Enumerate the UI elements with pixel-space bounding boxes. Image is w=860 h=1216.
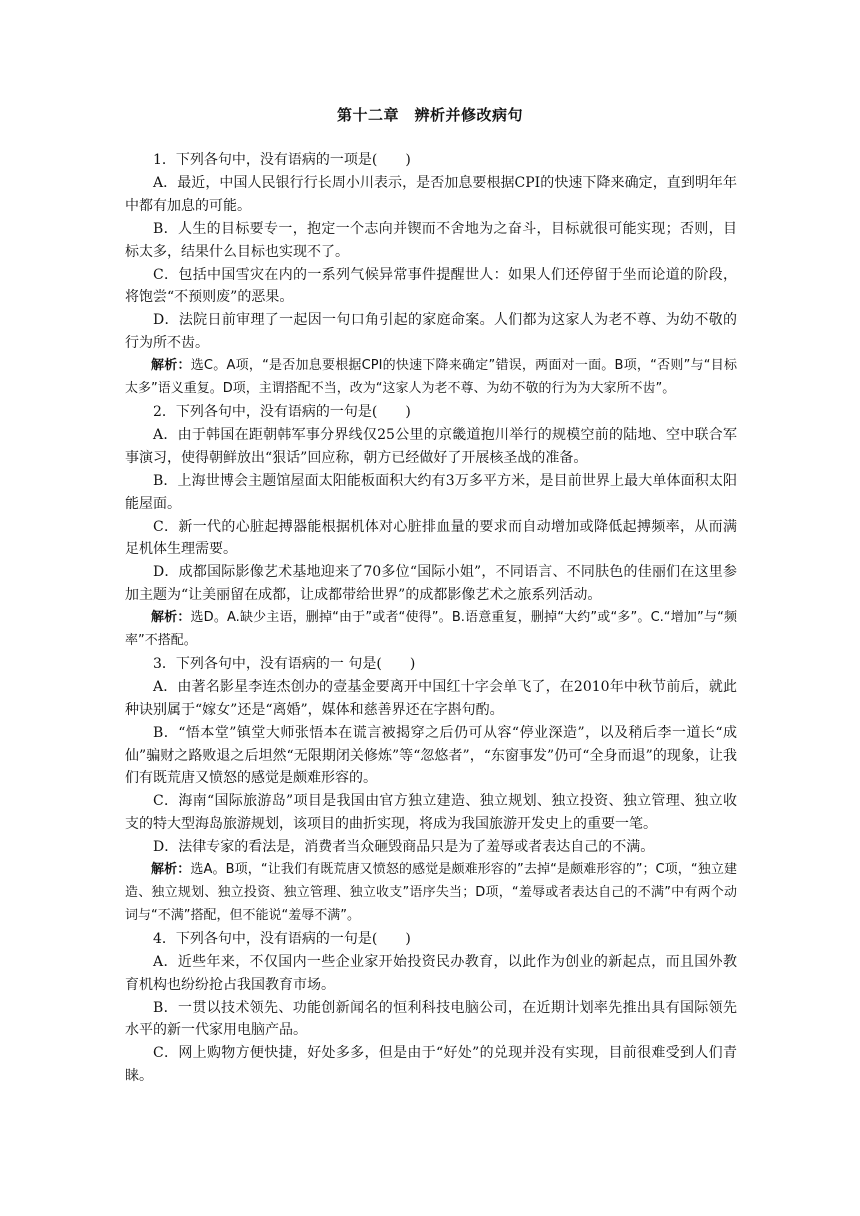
analysis-paragraph <box>125 355 737 401</box>
answer-option: A．近些年来，不仅国内一些企业家开始投资民办教育，以此作为创业的新起点，而且国外教育机构也纷纷抢占我国教育市场。 <box>125 953 737 993</box>
question-stem: 2．下列各句中，没有语病的一句是( ) <box>153 403 411 420</box>
answer-option: D．法院日前审理了一起因一句口角引起的家庭命案。人们都为这家人为老不尊、为幼不敬的行为所不齿。 <box>125 312 737 352</box>
analysis-paragraph <box>125 859 737 928</box>
question-stem: 4．下列各句中，没有语病的一句是( ) <box>153 930 411 947</box>
answer-option: B．上海世博会主题馆屋面太阳能板面积大约有3万多平方米，是目前世界上最大单体面积太阳能屋面。 <box>125 472 737 512</box>
analysis-text: 选D。A.缺少主语，删掉“由于”或者“使得”。B.语意重复，删掉“大约”或“多”。C.“增加”与“频率”不搭配。 <box>125 610 737 649</box>
answer-option: A．最近，中国人民银行行长周小川表示，是否加息要根据CPI的快速下降来确定，直到明年年中都有加息的可能。 <box>125 174 737 214</box>
analysis-label: 解析： <box>151 610 191 626</box>
answer-option: A．由于韩国在距朝韩军事分界线仅25公里的京畿道抱川举行的规模空前的陆地、空中联合军事演习，使得朝鲜放出“狠话”回应称，朝方已经做好了开展核圣战的准备。 <box>125 426 737 466</box>
question-stem: 1．下列各句中，没有语病的一项是( ) <box>153 152 411 168</box>
analysis-paragraph <box>125 607 737 653</box>
analysis-label: 解析： <box>151 862 191 878</box>
analysis-text: 选A。B项，“让我们有既荒唐又愤怒的感觉是颇难形容的”去掉“是颇难形容的”；C项，“独立建造、独立规划、独立投资、独立管理、独立收支”语序失当；D项，“羞辱或者表达自己的不满”中有两个动词与“不满”搭配，但不能说“羞辱不满”。 <box>125 862 737 923</box>
document-body <box>125 149 737 1088</box>
answer-option: C．网上购物方便快捷，好处多多，但是由于“好处”的兑现并没有实现，目前很难受到人们青睐。 <box>125 1045 737 1085</box>
answer-option: C．海南“国际旅游岛”项目是我国由官方独立建造、独立规划、独立投资、独立管理、独立收支的特大型海岛旅游规划，该项目的曲折实现，将成为我国旅游开发史上的重要一笔。 <box>125 793 737 833</box>
answer-option: A．由著名影星李连杰创办的壹基金要离开中国红十字会单飞了，在2010年中秋节前后，就此种诀别属于“嫁女”还是“离婚”，媒体和慈善界还在字斟句酌。 <box>125 678 737 718</box>
answer-option: B．人生的目标要专一，抱定一个志向并锲而不舍地为之奋斗，目标就很可能实现；否则，目标太多，结果什么目标也实现不了。 <box>125 220 737 260</box>
chapter-title: 第十二章 辨析并修改病句 <box>336 106 523 124</box>
answer-option: D．成都国际影像艺术基地迎来了70多位“国际小姐”，不同语言、不同肤色的佳丽们在这里参加主题为“让美丽留在成都，让成都带给世界”的成都影像艺术之旅系列活动。 <box>125 564 737 604</box>
question-stem: 3．下列各句中，没有语病的一 句是( ) <box>153 655 416 672</box>
answer-option: B．一贯以技术领先、功能创新闻名的恒利科技电脑公司，在近期计划率先推出具有国际领先水平的新一代家用电脑产品。 <box>125 999 737 1039</box>
analysis-label: 解析： <box>151 358 191 374</box>
answer-option: B．“悟本堂”镇堂大师张悟本在谎言被揭穿之后仍可从容“停业深造”，以及稍后李一道长“成仙”骗财之路败退之后坦然“无限期闭关修炼”等“忽悠者”，“东窗事发”仍可“全身而退”的现象，让我们有既荒唐又愤怒的感觉是颇难形容的。 <box>125 724 737 787</box>
answer-option: D．法律专家的看法是，消费者当众砸毁商品只是为了羞辱或者表达自己的不满。 <box>153 839 655 856</box>
analysis-text: 选C。A项，“是否加息要根据CPI的快速下降来确定”错误，两面对一面。B项，“否则”与“目标太多”语义重复。D项，主谓搭配不当，改为“这家人为老不尊、为幼不敬的行为为大家所不齿”。 <box>125 358 737 397</box>
answer-option: C．包括中国雪灾在内的一系列气候异常事件提醒世人：如果人们还停留于坐而论道的阶段，将饱尝“不预则废”的恶果。 <box>125 266 737 306</box>
answer-option: C．新一代的心脏起搏器能根据机体对心脏排血量的要求而自动增加或降低起搏频率，从而满足机体生理需要。 <box>125 518 737 558</box>
